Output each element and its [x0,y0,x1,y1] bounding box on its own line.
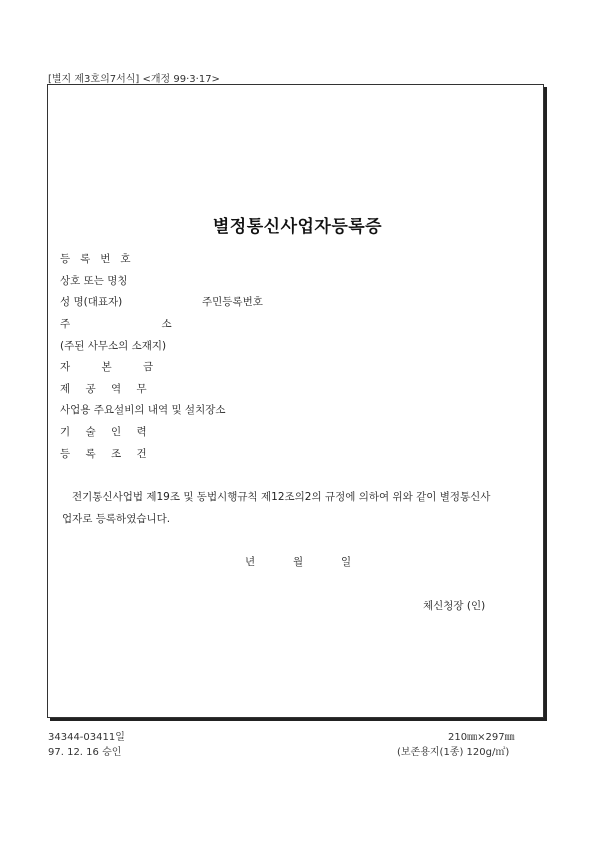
field-registration-conditions: 등 록 조 건 [60,448,153,460]
signer: 체신청장 (인) [423,600,486,612]
footer-paper-type: (보존용지(1종) 120g/㎡) [397,747,510,758]
field-registration-number: 등록번호 [60,253,141,265]
certificate-title: 별정통신사업자등록증 [212,217,383,237]
field-address: 주 소 [60,318,216,330]
field-main-office: (주된 사무소의 소재지) [60,340,167,352]
certificate-body-line-2: 업자로 등록하였습니다. [62,513,171,525]
field-technical-staff: 기 술 인 력 [60,426,153,438]
certificate-frame [47,84,544,718]
footer-approval: 97. 12. 16 승인 [48,747,122,758]
footer-paper-size: 210㎜×297㎜ [448,732,515,743]
field-capital: 자 본 금 [60,361,168,373]
date-month: 월 [293,556,304,568]
field-representative: 성 명(대표자) [60,296,123,308]
date-year: 년 [245,556,256,568]
date-day: 일 [341,556,352,568]
field-company-name: 상호 또는 명칭 [60,275,128,287]
field-resident-number: 주민등록번호 [202,296,263,308]
footer-form-number: 34344-03411일 [48,732,125,743]
field-service: 제 공 역 무 [60,383,153,395]
field-facilities: 사업용 주요설비의 내역 및 설치장소 [60,404,226,416]
form-header: [별지 제3호의7서식] <개정 99·3·17> [48,74,220,85]
certificate-body-line-1: 전기통신사업법 제19조 및 동법시행규칙 제12조의2의 규정에 의하여 위와 같이 별정통신사 [72,491,491,503]
